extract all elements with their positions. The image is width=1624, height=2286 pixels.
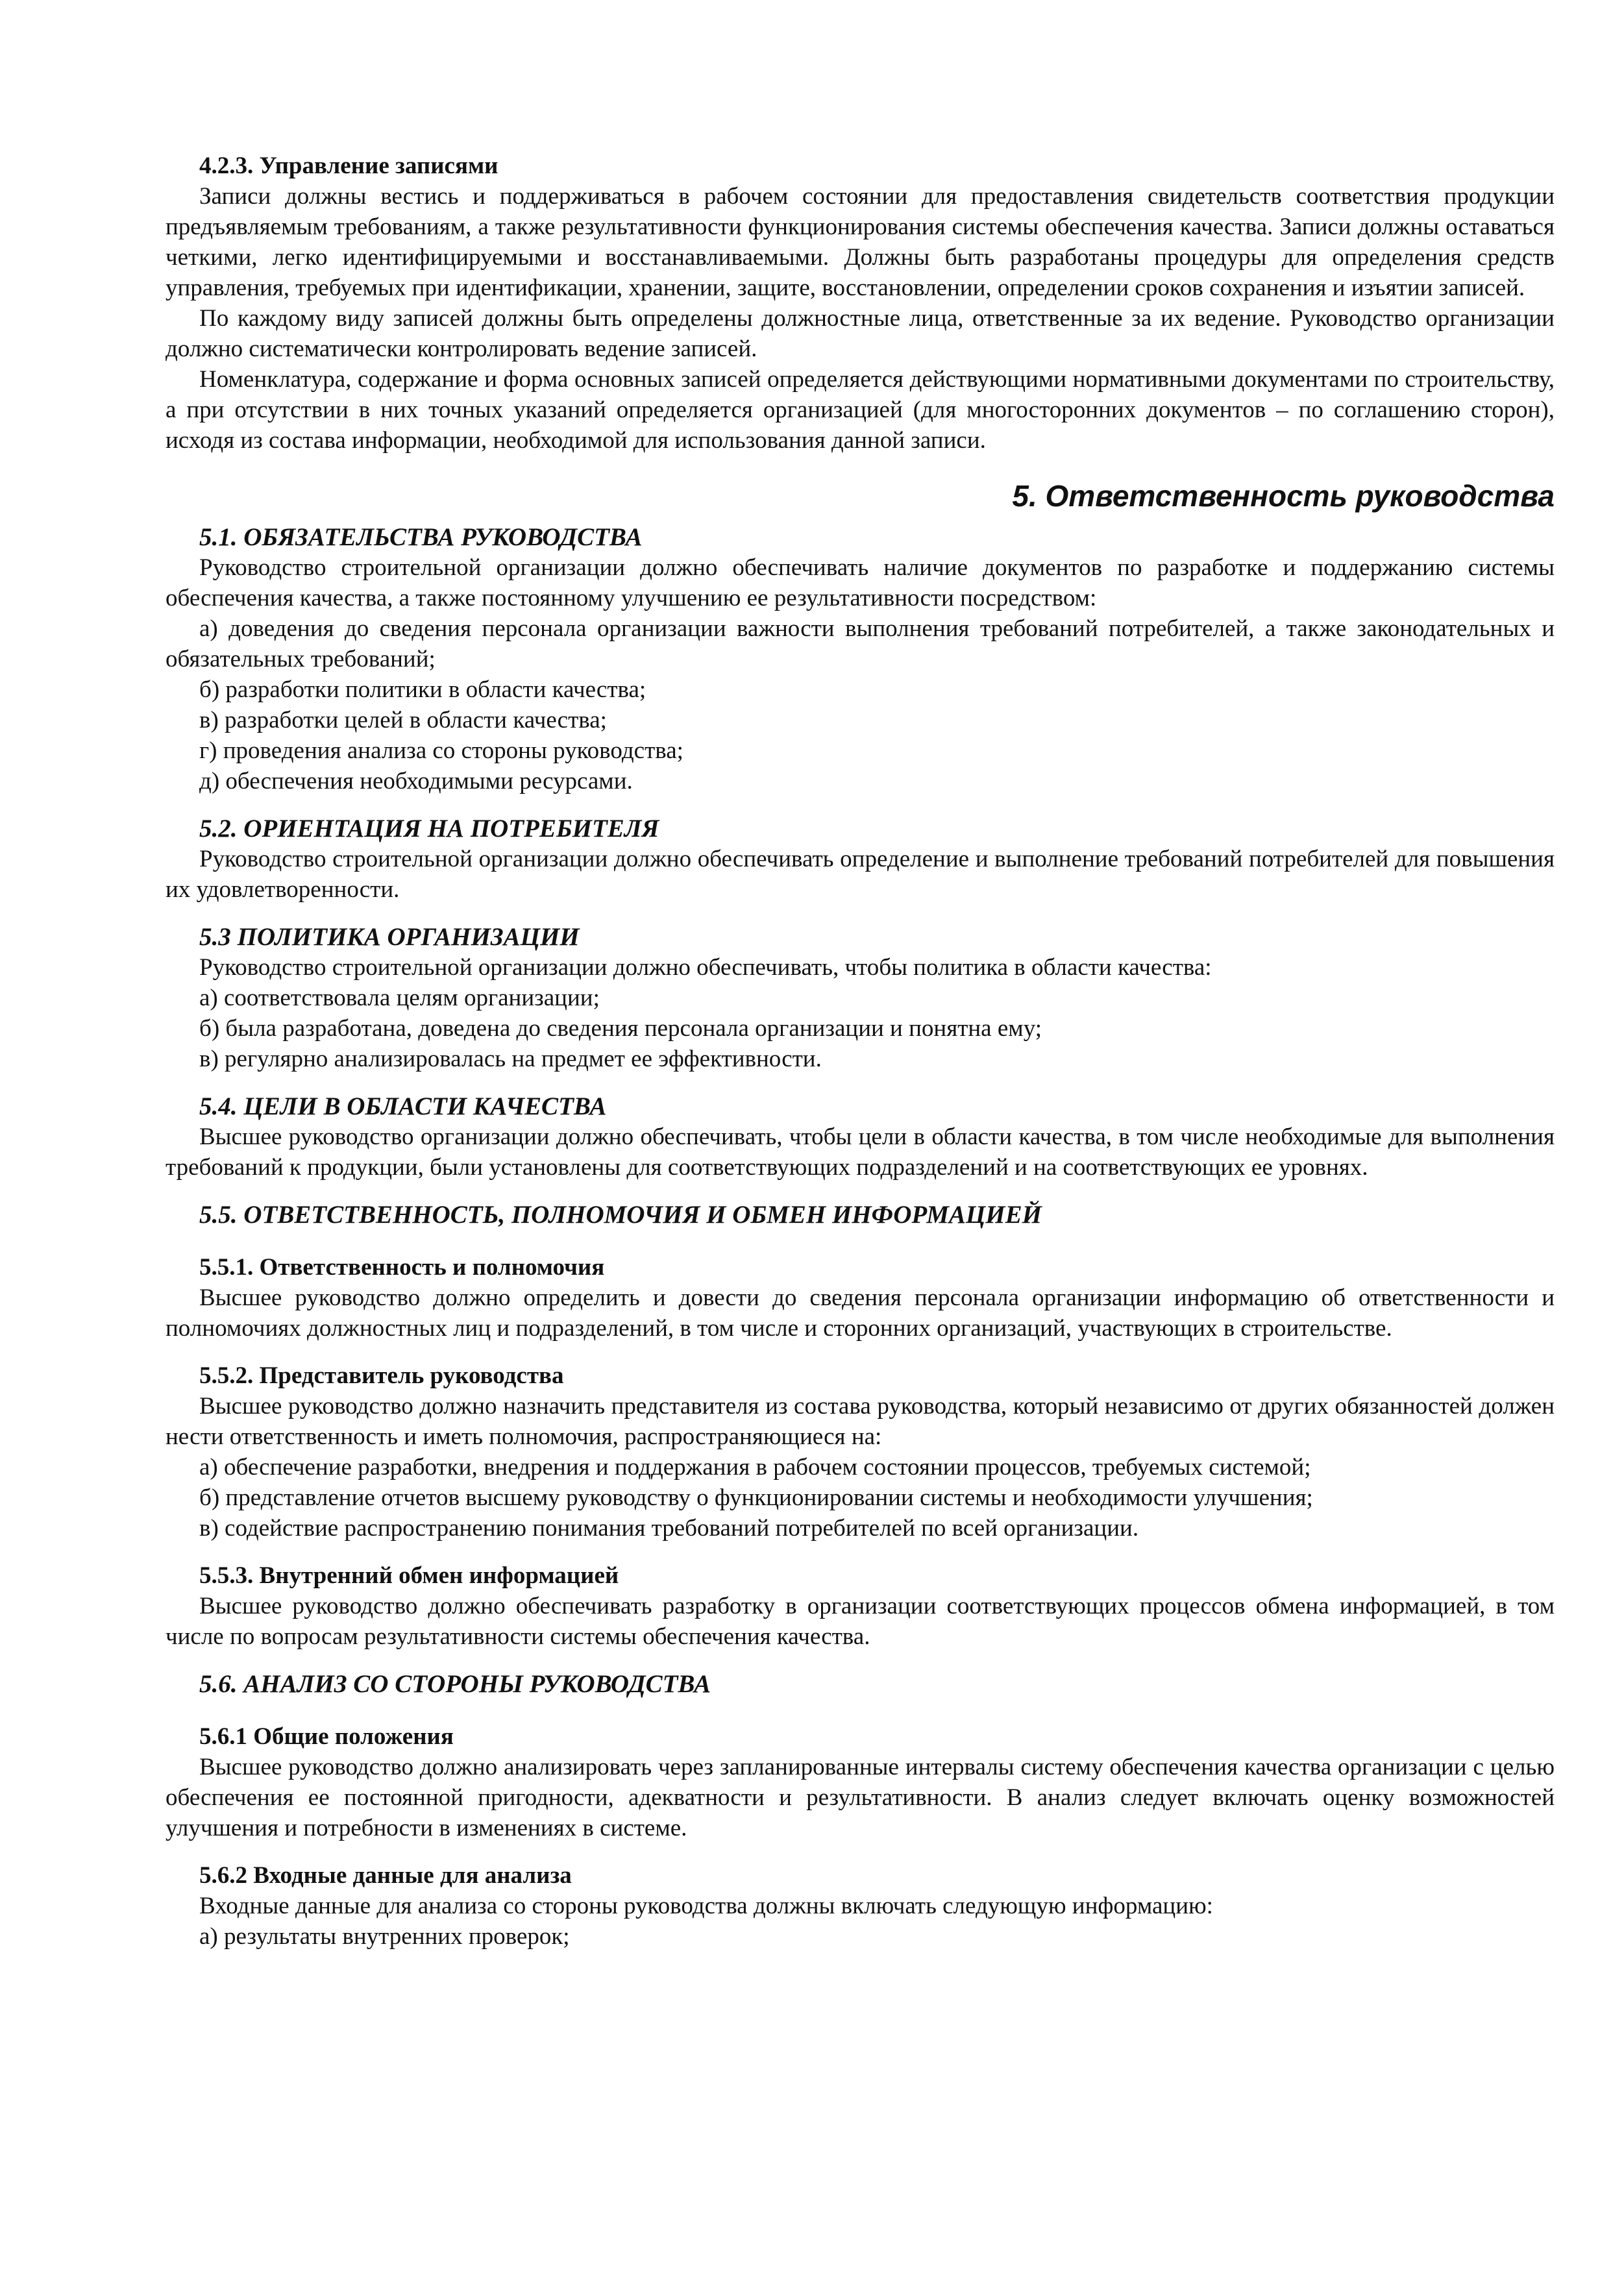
list-item: в) разработки целей в области качества; — [199, 707, 607, 733]
section-heading-5-5-2: 5.5.2. Представитель руководства — [199, 1362, 564, 1389]
list-item: в) содействие распространению понимания требований потребителей по всей организации. — [199, 1515, 1139, 1542]
chapter-title: 5. Ответственность руководства — [1012, 479, 1555, 513]
section-heading-5-1: 5.1. ОБЯЗАТЕЛЬСТВА РУКОВОДСТВА — [199, 523, 643, 551]
section-heading-5-5-3: 5.5.3. Внутренний обмен информацией — [199, 1562, 619, 1589]
paragraph: Высшее руководство должно анализировать через запланированные интервалы систему обеспечения качества организации с целью обеспечения ее постоянной пригодности, адекватности и результативности. В анализ следует включать оценку возможностей улучшения и потребности в изменениях в системе. — [166, 1754, 1555, 1841]
paragraph: Высшее руководство должно назначить представителя из состава руководства, который независимо от других обязанностей должен нести ответственность и иметь полномочия, распространяющиеся на: — [166, 1393, 1555, 1450]
section-heading-5-5-1: 5.5.1. Ответственность и полномочия — [199, 1254, 605, 1281]
section-heading-5-4: 5.4. ЦЕЛИ В ОБЛАСТИ КАЧЕСТВА — [199, 1092, 607, 1120]
list-item: д) обеспечения необходимыми ресурсами. — [199, 768, 633, 794]
list-item: а) результаты внутренних проверок; — [199, 1923, 570, 1950]
list-item: б) была разработана, доведена до сведения персонала организации и понятна ему; — [199, 1015, 1042, 1042]
paragraph: Номенклатура, содержание и форма основных записей определяется действующими нормативными документами по строительству, а при отсутствии в них точных указаний определяется организацией (для многосторонних документов – по соглашению сторон), исходя из состава информации, необходимой для использования данной записи. — [166, 366, 1555, 454]
section-heading-5-6-2: 5.6.2 Входные данные для анализа — [199, 1862, 572, 1889]
section-heading-5-6: 5.6. АНАЛИЗ СО СТОРОНЫ РУКОВОДСТВА — [199, 1670, 711, 1698]
paragraph: Входные данные для анализа со стороны руководства должны включать следующую информацию: — [199, 1893, 1213, 1919]
paragraph: Руководство строительной организации должно обеспечивать определение и выполнение требований потребителей для повышения их удовлетворенности. — [166, 846, 1555, 903]
section-heading-5-5: 5.5. ОТВЕТСТВЕННОСТЬ, ПОЛНОМОЧИЯ И ОБМЕН ИНФОРМАЦИЕЙ — [199, 1201, 1042, 1229]
list-item: в) регулярно анализировалась на предмет ее эффективности. — [199, 1046, 822, 1072]
paragraph: Высшее руководство должно определить и довести до сведения персонала организации информацию об ответственности и полномочиях должностных лиц и подразделений, в том числе и сторонних организаций, участвующих в строительстве. — [166, 1284, 1555, 1342]
list-item: а) соответствовала целям организации; — [199, 985, 600, 1011]
paragraph: Записи должны вестись и поддерживаться в рабочем состоянии для предоставления свидетельств соответствия продукции предъявляемым требованиям, а также результативности функционирования системы обеспечения качества. Записи должны оставаться четкими, легко идентифицируемыми и восстанавливаемыми. Должны быть разработаны процедуры для определения средств управления, требуемых при идентификации, хранении, защите, восстановлении, определении сроков сохранения и изъятии записей. — [166, 183, 1555, 301]
paragraph: По каждому виду записей должны быть определены должностные лица, ответственные за их ведение. Руководство организации должно систематически контролировать ведение записей. — [166, 305, 1555, 362]
paragraph: Высшее руководство должно обеспечивать разработку в организации соответствующих процессов обмена информацией, в том числе по вопросам результативности системы обеспечения качества. — [166, 1593, 1555, 1650]
list-item: а) доведения до сведения персонала организации важности выполнения требований потребителей, а также законодательных и обязательных требований; — [166, 615, 1555, 672]
list-item: б) представление отчетов высшему руководству о функционировании системы и необходимости улучшения; — [199, 1484, 1313, 1511]
document-page — [166, 151, 1555, 1952]
list-item: г) проведения анализа со стороны руководства; — [199, 737, 683, 764]
section-heading-4-2-3: 4.2.3. Управление записями — [199, 153, 498, 179]
list-item: б) разработки политики в области качества; — [199, 676, 646, 703]
section-heading-5-3: 5.3 ПОЛИТИКА ОРГАНИЗАЦИИ — [199, 923, 580, 951]
section-heading-5-2: 5.2. ОРИЕНТАЦИЯ НА ПОТРЕБИТЕЛЯ — [199, 815, 659, 842]
list-item: а) обеспечение разработки, внедрения и поддержания в рабочем состоянии процессов, требуемых системой; — [199, 1454, 1311, 1481]
paragraph: Руководство строительной организации должно обеспечивать, чтобы политика в области качества: — [199, 954, 1212, 981]
paragraph: Высшее руководство организации должно обеспечивать, чтобы цели в области качества, в том числе необходимые для выполнения требований к продукции, были установлены для соответствующих подразделений и на соответствующих ее уровнях. — [166, 1124, 1555, 1181]
paragraph: Руководство строительной организации должно обеспечивать наличие документов по разработке и поддержанию системы обеспечения качества, а также постоянному улучшению ее результативности посредством: — [166, 554, 1555, 611]
section-heading-5-6-1: 5.6.1 Общие положения — [199, 1723, 454, 1750]
